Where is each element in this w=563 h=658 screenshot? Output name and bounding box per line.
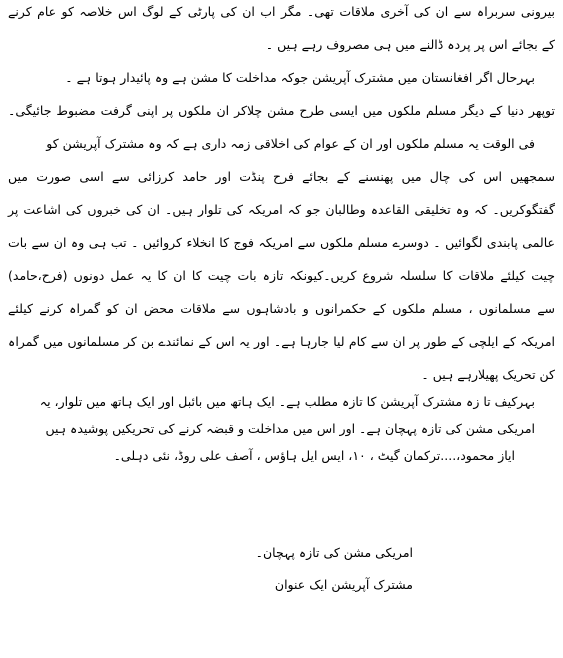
paragraph-line-1: بیرونی سربراہ سے ان کی آخری ملاقات تھی۔ مگر اب ان کی پارٹی کے لوگ اس خلاصہ کو عام کرنے xyxy=(8,4,555,19)
paragraph-line-4: توپھر دنیا کے دیگر مسلم ملکوں میں ایسی طرح مشن چلاکر ان ملکوں پر اپنی گرفت مضبوط جائیگی۔ xyxy=(8,103,555,118)
paragraph-line-12: کن تحریک پھیلارہے ہیں ۔ xyxy=(421,367,555,382)
footer-line-1: امریکی مشن کی تازہ پہچان۔ xyxy=(255,545,413,560)
paragraph-line-2: کے بجائے اس پر پردہ ڈالنے میں ہی مصروف رہے ہیں ۔ xyxy=(265,37,555,52)
paragraph-line-7: گفتگوکریں۔ کہ وہ تخلیقی القاعدہ وطالبان جو کہ امریکہ کی تلوار ہیں۔ ان کی خبروں کی اشاعت پر xyxy=(8,202,555,217)
paragraph-line-5: فی الوقت یہ مسلم ملکوں اور ان کے عوام کی اخلاقی زمہ داری ہے کہ وہ مشترک آپریشن کو xyxy=(46,136,535,151)
paragraph-line-8: عالمی پابندی لگوائیں ۔ دوسرے مسلم ملکوں سے امریکہ فوج کا انخلاء کروائیں ۔ تب ہی وہ ان سے بات xyxy=(8,235,555,250)
paragraph-line-10: سے مسلمانوں ، مسلم ملکوں کے حکمرانوں و بادشاہوں سے ملاقات محض ان کو گمراہ کرنے کیلئے xyxy=(8,301,555,316)
paragraph-line-6: سمجھیں اس کی چال میں پھنسنے کے بجائے فرح پنڈت اور حامد کرزائی سے اسی صورت میں xyxy=(8,169,555,184)
signature-line: ایاز محمود،....ترکمان گیٹ ، ۱۰، ایس ایل ہاؤس ، آصف علی روڈ، نئی دہلی۔ xyxy=(113,448,515,463)
paragraph-line-3: بہرحال اگر افغانستان میں مشترک آپریشن جوکہ مداخلت کا مشن ہے وہ پائیدار ہوتا ہے ۔ xyxy=(65,70,535,85)
footer-line-2: مشترک آپریشن ایک عنوان xyxy=(274,577,413,592)
paragraph-line-14: امریکی مشن کی تازہ پہچان ہے۔ اور اس میں مداخلت و قبضہ کرنے کی تحریکیں پوشیدہ ہیں xyxy=(45,421,535,436)
paragraph-line-11: امریکہ کے ایلچی کے طور پر ان سے کام لیا جارہا ہے۔ اور یہ اس کے نمائندے بن کر مسلمانوں میں گمراہ xyxy=(8,334,555,349)
paragraph-line-13: بہرکیف تا زہ مشترک آپریشن کا تازہ مطلب ہے۔ ایک ہاتھ میں بائبل اور ایک ہاتھ میں تلوار، یہ xyxy=(39,394,535,409)
paragraph-line-9: چیت کیلئے ملاقات کا سلسلہ شروع کریں۔کیونکہ تازہ بات چیت کا ان کا یہ عمل دونوں (فرح،حامد) xyxy=(8,268,555,283)
